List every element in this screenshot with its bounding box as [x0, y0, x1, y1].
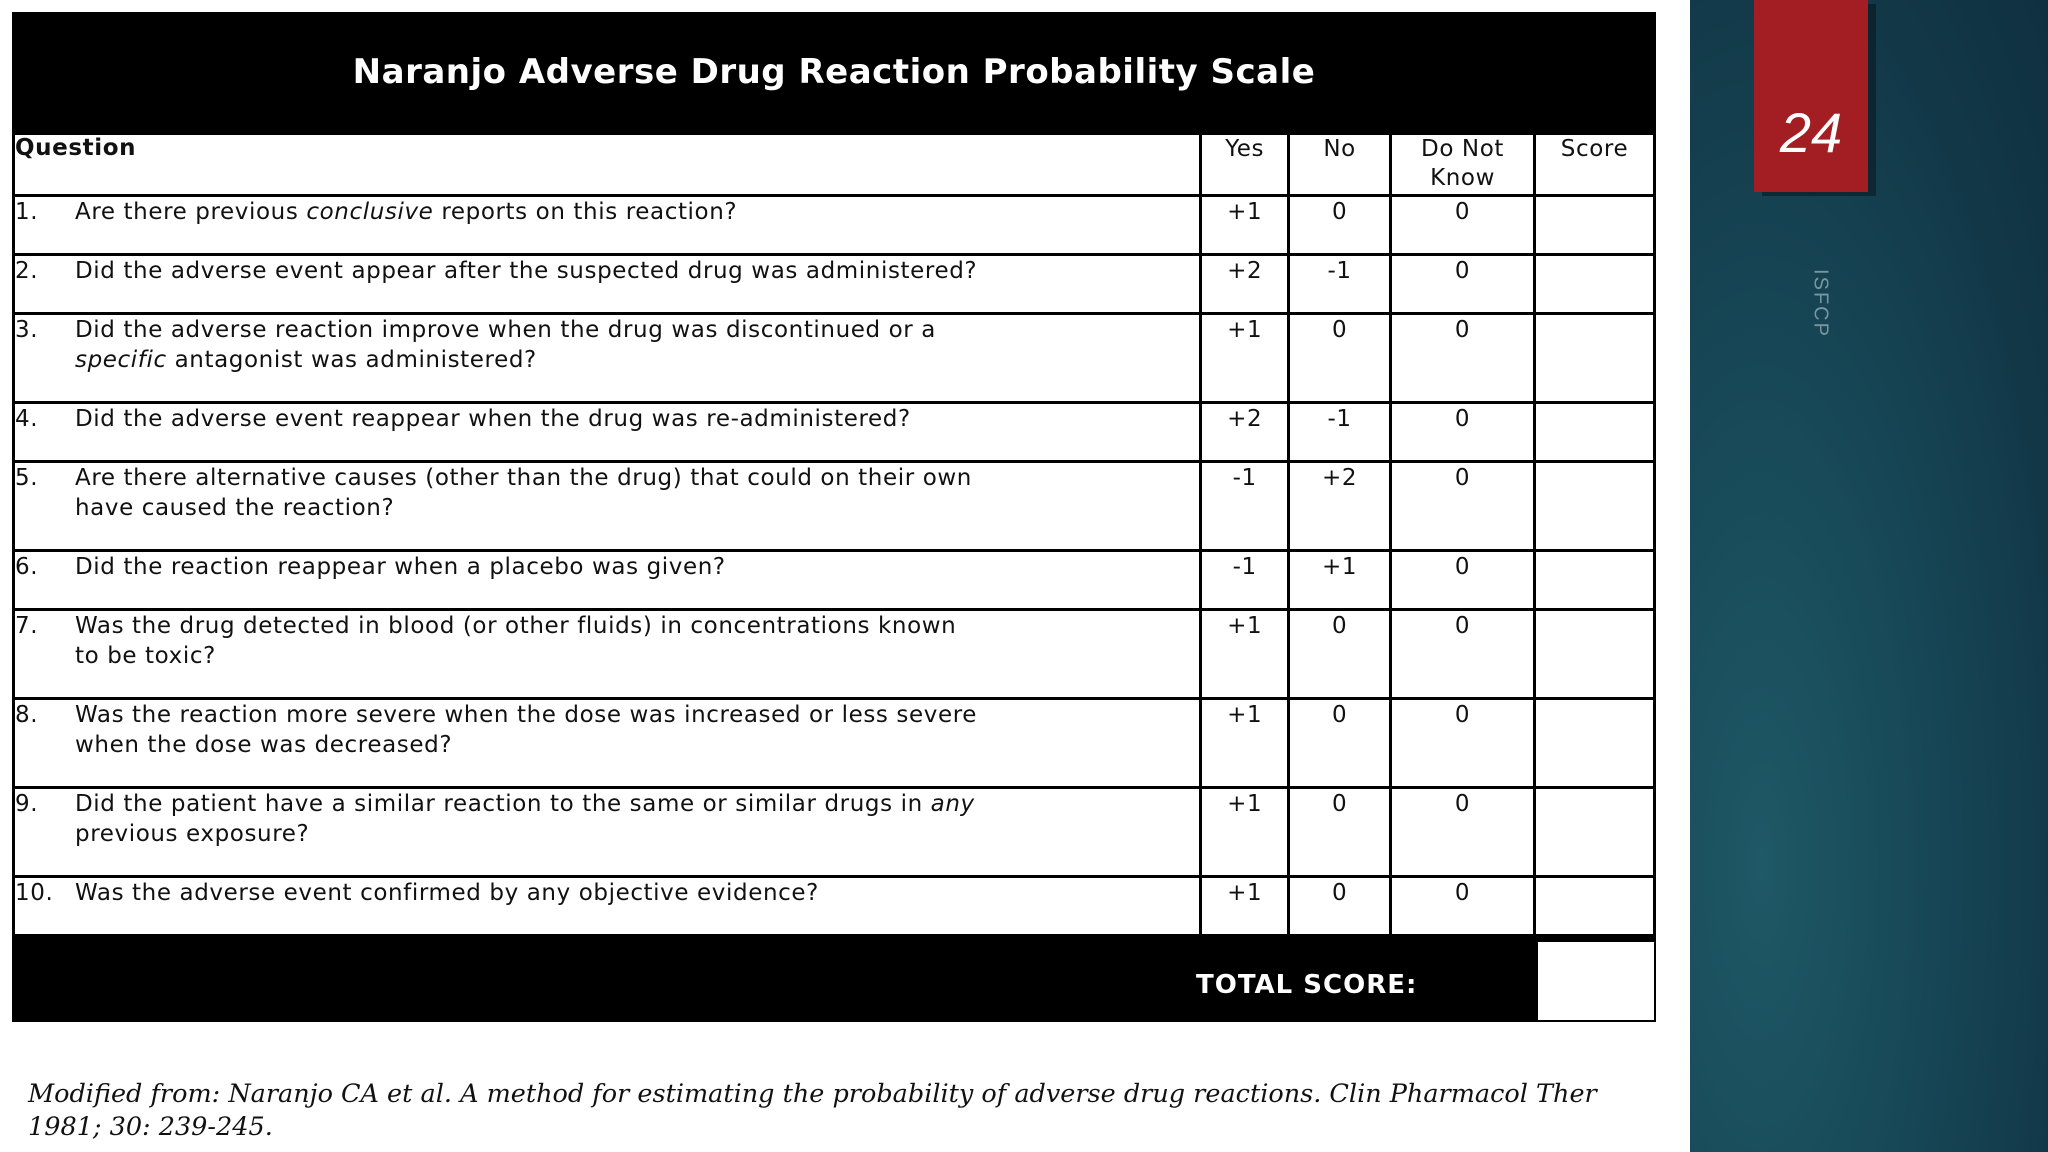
total-score-cell[interactable] — [1536, 940, 1656, 1022]
table-row — [14, 196, 1655, 255]
no-value: 0 — [1289, 196, 1391, 255]
question-line2 — [15, 345, 1199, 375]
score-cell[interactable] — [1535, 255, 1655, 314]
score-cell[interactable] — [1535, 788, 1655, 877]
do-not-know-value: 0 — [1391, 403, 1535, 462]
question-line2-emphasis: specific — [75, 347, 167, 373]
do-not-know-value: 0 — [1391, 788, 1535, 877]
no-value: -1 — [1289, 255, 1391, 314]
question-cell — [14, 255, 1201, 314]
no-value: 0 — [1289, 699, 1391, 788]
do-not-know-value: 0 — [1391, 462, 1535, 551]
side-label: ISFCP — [1809, 269, 1832, 338]
total-row — [12, 940, 1656, 1022]
question-number: 10. — [15, 880, 54, 906]
question-cell — [14, 788, 1201, 877]
yes-value: +2 — [1201, 255, 1289, 314]
question-cell — [14, 551, 1201, 610]
do-not-know-value: 0 — [1391, 610, 1535, 699]
do-not-know-value: 0 — [1391, 551, 1535, 610]
question-text: Did the adverse event reappear when the drug was re-administered? — [75, 406, 911, 432]
table-row — [14, 462, 1655, 551]
total-score-label: TOTAL SCORE: — [1196, 970, 1418, 1000]
do-not-know-value: 0 — [1391, 314, 1535, 403]
question-cell — [14, 403, 1201, 462]
no-value: +1 — [1289, 551, 1391, 610]
table-row — [14, 788, 1655, 877]
do-not-know-value: 0 — [1391, 699, 1535, 788]
question-line2-text: have caused the reaction? — [75, 495, 395, 521]
yes-value: +1 — [1201, 610, 1289, 699]
question-cell — [14, 196, 1201, 255]
question-cell — [14, 462, 1201, 551]
question-cell — [14, 314, 1201, 403]
question-text-end: reports on this reaction? — [433, 199, 738, 225]
table-row — [14, 551, 1655, 610]
question-text: Was the drug detected in blood (or other fluids) in concentrations known — [75, 613, 957, 639]
question-text: Did the patient have a similar reaction to the same or similar drugs in — [75, 791, 931, 817]
question-text: Did the adverse reaction improve when the drug was discontinued or a — [75, 317, 936, 343]
score-cell[interactable] — [1535, 196, 1655, 255]
question-cell — [14, 877, 1201, 936]
slide-number-badge — [1754, 0, 1868, 192]
citation: Modified from: Naranjo CA et al. A method for estimating the probability of adverse drug reactions. Clin Pharmacol Ther 1981; 30: 239-245. — [28, 1079, 1597, 1142]
naranjo-scale-card — [12, 12, 1656, 1022]
naranjo-table — [12, 132, 1656, 937]
question-line2 — [15, 819, 1199, 849]
no-value: -1 — [1289, 403, 1391, 462]
question-text: Are there previous — [75, 199, 307, 225]
no-value: 0 — [1289, 788, 1391, 877]
header-question: Question — [14, 134, 1201, 196]
question-emphasis: conclusive — [306, 199, 434, 225]
no-value: +2 — [1289, 462, 1391, 551]
question-emphasis: any — [930, 791, 975, 817]
do-not-know-value: 0 — [1391, 255, 1535, 314]
side-panel — [1690, 0, 2048, 1152]
table-row — [14, 403, 1655, 462]
no-value: 0 — [1289, 314, 1391, 403]
do-not-know-value: 0 — [1391, 877, 1535, 936]
question-line2 — [15, 493, 1199, 523]
question-line2-text: to be toxic? — [75, 643, 216, 669]
score-cell[interactable] — [1535, 551, 1655, 610]
score-cell[interactable] — [1535, 403, 1655, 462]
question-cell — [14, 699, 1201, 788]
yes-value: +1 — [1201, 877, 1289, 936]
score-cell[interactable] — [1535, 610, 1655, 699]
table-row — [14, 255, 1655, 314]
question-number: 4. — [15, 406, 39, 432]
header-row — [14, 134, 1655, 196]
yes-value: +2 — [1201, 403, 1289, 462]
question-text: Did the adverse event appear after the suspected drug was administered? — [75, 258, 978, 284]
question-number: 8. — [15, 702, 39, 728]
question-line2 — [15, 641, 1199, 671]
yes-value: +1 — [1201, 699, 1289, 788]
question-number: 9. — [15, 791, 39, 817]
yes-value: +1 — [1201, 314, 1289, 403]
score-cell[interactable] — [1535, 877, 1655, 936]
question-line2-text: when the dose was decreased? — [75, 732, 453, 758]
question-number: 2. — [15, 258, 39, 284]
yes-value: -1 — [1201, 462, 1289, 551]
table-title: Naranjo Adverse Drug Reaction Probability Scale — [352, 52, 1316, 92]
score-cell[interactable] — [1535, 699, 1655, 788]
question-line2-text: previous exposure? — [75, 821, 310, 847]
question-number: 5. — [15, 465, 39, 491]
yes-value: +1 — [1201, 788, 1289, 877]
table-row — [14, 699, 1655, 788]
header-dnk-line2: Know — [1430, 165, 1496, 191]
yes-value: +1 — [1201, 196, 1289, 255]
question-line2-text: antagonist was administered? — [166, 347, 537, 373]
question-line2 — [15, 730, 1199, 760]
table-row — [14, 877, 1655, 936]
question-cell — [14, 610, 1201, 699]
do-not-know-value: 0 — [1391, 196, 1535, 255]
no-value: 0 — [1289, 610, 1391, 699]
table-row — [14, 610, 1655, 699]
question-text: Was the reaction more severe when the dose was increased or less severe — [75, 702, 978, 728]
question-number: 6. — [15, 554, 39, 580]
question-text: Was the adverse event confirmed by any objective evidence? — [75, 880, 819, 906]
question-number: 3. — [15, 317, 39, 343]
slide-number: 24 — [1779, 101, 1843, 164]
yes-value: -1 — [1201, 551, 1289, 610]
question-text: Are there alternative causes (other than the drug) that could on their own — [75, 465, 972, 491]
score-cell[interactable] — [1535, 314, 1655, 403]
score-cell[interactable] — [1535, 462, 1655, 551]
question-number: 1. — [15, 199, 39, 225]
question-number: 7. — [15, 613, 39, 639]
header-do-not-know — [1391, 134, 1535, 196]
no-value: 0 — [1289, 877, 1391, 936]
header-no: No — [1289, 134, 1391, 196]
header-score: Score — [1535, 134, 1655, 196]
header-dnk-line1: Do Not — [1421, 136, 1505, 162]
question-text: Did the reaction reappear when a placebo was given? — [75, 554, 726, 580]
table-row — [14, 314, 1655, 403]
header-yes: Yes — [1201, 134, 1289, 196]
